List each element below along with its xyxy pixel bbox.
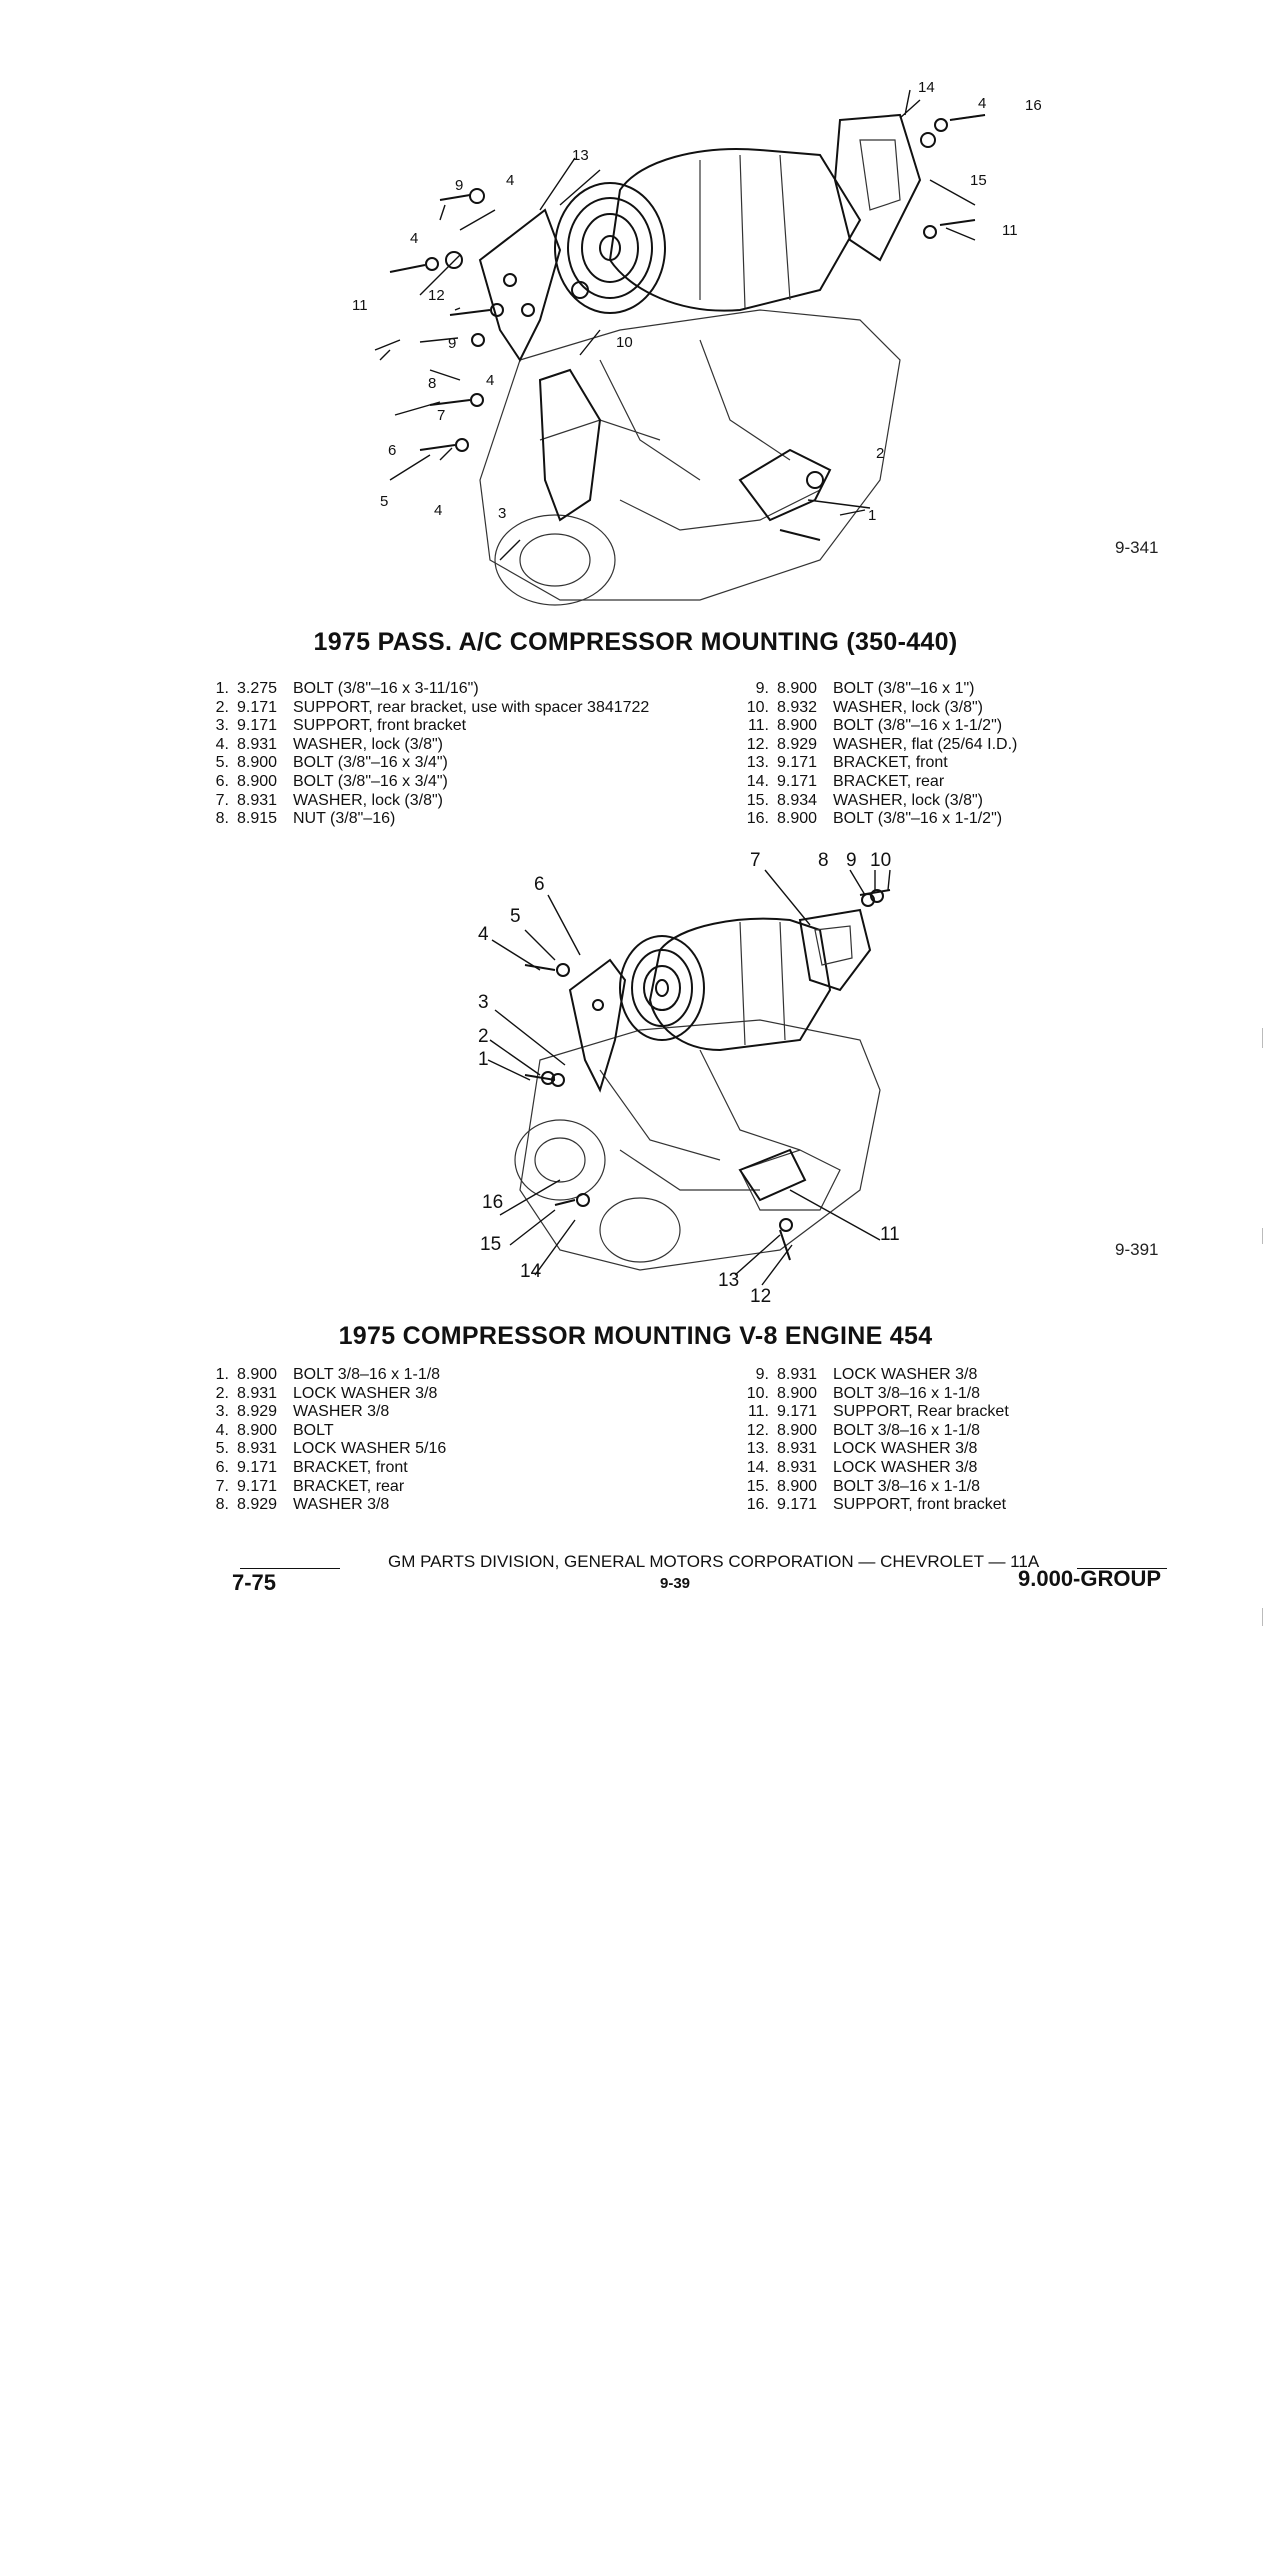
figure-2-title: 1975 COMPRESSOR MOUNTING V-8 ENGINE 454 [338,1322,933,1350]
fig1-callout-11a: 11 [352,297,368,314]
fig1-callout-4e: 4 [978,95,987,112]
fig1-callout-4a: 4 [410,230,419,247]
fig1-callout-14: 14 [918,79,935,96]
parts-row: 1. 8.900 BOLT 3/8–16 x 1-1/8 [215,1366,441,1383]
parts-row: 3. 9.171 SUPPORT, front bracket [215,717,467,735]
parts-row: 15. 8.934 WASHER, lock (3/8") [746,791,983,809]
fig2-callout-10: 10 [870,850,892,871]
parts-row: 1. 3.275 BOLT (3/8"–16 x 3-11/16") [215,680,479,697]
parts-row: 11. 9.171 SUPPORT, Rear bracket [747,1403,1009,1421]
parts-row: 8. 8.915 NUT (3/8"–16) [215,810,396,828]
footer-date: 7-75 [232,1570,277,1595]
fig1-callout-16: 16 [1025,97,1042,114]
parts-row: 7. 8.931 WASHER, lock (3/8") [215,791,443,809]
parts-row: 2. 8.931 LOCK WASHER 3/8 [215,1384,438,1402]
fig2-callout-13: 13 [718,1270,740,1291]
rear-bracket [835,115,920,260]
fig1-callout-7: 7 [437,407,446,424]
fig1-callout-11b: 11 [1002,222,1018,239]
parts-row: 4. 8.900 BOLT [215,1421,334,1439]
fig2-callout-4: 4 [478,924,489,945]
parts-row: 14. 8.931 LOCK WASHER 3/8 [746,1458,978,1476]
fig1-callout-9a: 9 [455,177,464,194]
fig1-callout-4d: 4 [434,502,443,519]
parts-row: 16. 8.900 BOLT (3/8"–16 x 1-1/2") [746,810,1003,828]
figure-2-parts-right [745,1366,1009,1515]
parts-row: 8. 8.929 WASHER 3/8 [215,1496,390,1514]
footer-page-number: 9-39 [660,1575,691,1592]
fig1-callout-9b: 9 [448,335,457,352]
parts-row: 3. 8.929 WASHER 3/8 [215,1403,390,1421]
fig1-callout-15: 15 [970,172,987,189]
fig2-callout-14: 14 [520,1261,542,1282]
fig1-callout-8: 8 [428,375,437,392]
parts-row: 5. 8.900 BOLT (3/8"–16 x 3/4") [215,754,448,772]
front-bracket [570,960,625,1090]
fig2-callout-3: 3 [478,992,489,1013]
leader-lines [488,870,890,1285]
parts-row: 16. 9.171 SUPPORT, front bracket [746,1496,1007,1514]
fig2-callout-1: 1 [478,1049,489,1070]
fasteners [525,890,890,1260]
fig2-callout-15: 15 [480,1234,502,1255]
parts-row: 13. 9.171 BRACKET, front [746,754,948,772]
leader-lines [375,90,985,560]
ac-compressor [620,919,830,1050]
fig1-callout-3: 3 [498,505,507,522]
figure-2-parts-left [205,1366,446,1515]
parts-row: 6. 8.900 BOLT (3/8"–16 x 3/4") [215,772,448,790]
parts-row: 15. 8.900 BOLT 3/8–16 x 1-1/8 [746,1477,981,1495]
rear-bracket [800,910,870,990]
fig2-callout-6: 6 [534,874,545,895]
parts-row: 10. 8.900 BOLT 3/8–16 x 1-1/8 [746,1384,981,1402]
fig2-callout-7: 7 [750,850,761,871]
fig2-callout-2: 2 [478,1026,489,1047]
front-support [540,370,600,520]
fig1-callout-1: 1 [868,507,877,524]
fig1-callout-13: 13 [572,147,589,164]
fig1-callout-4b: 4 [506,172,515,189]
fig1-callout-12: 12 [428,287,445,304]
fig1-callout-5: 5 [380,493,389,510]
fig1-callout-6: 6 [388,442,397,459]
scan-margin-mark [1262,1228,1263,1244]
parts-row: 2. 9.171 SUPPORT, rear bracket, use with spacer 3841722 [215,698,650,716]
fasteners [390,115,985,540]
fig2-callout-5: 5 [510,906,521,927]
parts-row: 13. 8.931 LOCK WASHER 3/8 [746,1440,978,1458]
figure-2-id: 9-391 [1115,1240,1159,1259]
fig2-callout-11: 11 [880,1224,900,1245]
figure-1-id: 9-341 [1115,538,1159,557]
fig2-callout-9: 9 [846,850,857,871]
figure-2-illustration [0,830,1271,1310]
fig1-callout-2: 2 [876,445,885,462]
parts-row: 6. 9.171 BRACKET, front [215,1458,408,1476]
figure-1-parts-right [745,680,1017,829]
footer-rule-left [240,1568,340,1569]
ac-compressor [555,149,860,313]
fig2-callout-12: 12 [750,1286,772,1307]
parts-row: 9. 8.931 LOCK WASHER 3/8 [755,1366,978,1383]
parts-row: 14. 9.171 BRACKET, rear [746,772,945,790]
fig2-callout-8: 8 [818,850,829,871]
parts-row: 12. 8.900 BOLT 3/8–16 x 1-1/8 [746,1421,981,1439]
engine-block-outline [515,1020,880,1270]
fig1-callout-10: 10 [616,334,633,351]
rear-support [740,450,830,520]
fig1-callout-4c: 4 [486,372,495,389]
scan-margin-mark [1262,1608,1263,1626]
front-bracket [480,210,560,360]
parts-row: 9. 8.900 BOLT (3/8"–16 x 1") [755,680,975,697]
footer-group: 9.000-GROUP [1018,1566,1162,1591]
figure-1-title: 1975 PASS. A/C COMPRESSOR MOUNTING (350-440) [313,628,958,656]
figure-1-parts-left [205,680,649,829]
figure-1-illustration [0,60,1271,620]
parts-row: 4. 8.931 WASHER, lock (3/8") [215,735,443,753]
parts-row: 10. 8.932 WASHER, lock (3/8") [746,698,983,716]
footer-publisher: GM PARTS DIVISION, GENERAL MOTORS CORPORATION — CHEVROLET — 11A [388,1552,1040,1571]
parts-row: 11. 8.900 BOLT (3/8"–16 x 1-1/2") [747,717,1003,735]
parts-row: 5. 8.931 LOCK WASHER 5/16 [215,1440,447,1458]
parts-row: 7. 9.171 BRACKET, rear [215,1477,405,1495]
parts-row: 12. 8.929 WASHER, flat (25/64 I.D.) [746,735,1018,753]
scan-margin-mark [1262,1028,1263,1048]
fig2-callout-16: 16 [482,1192,504,1213]
